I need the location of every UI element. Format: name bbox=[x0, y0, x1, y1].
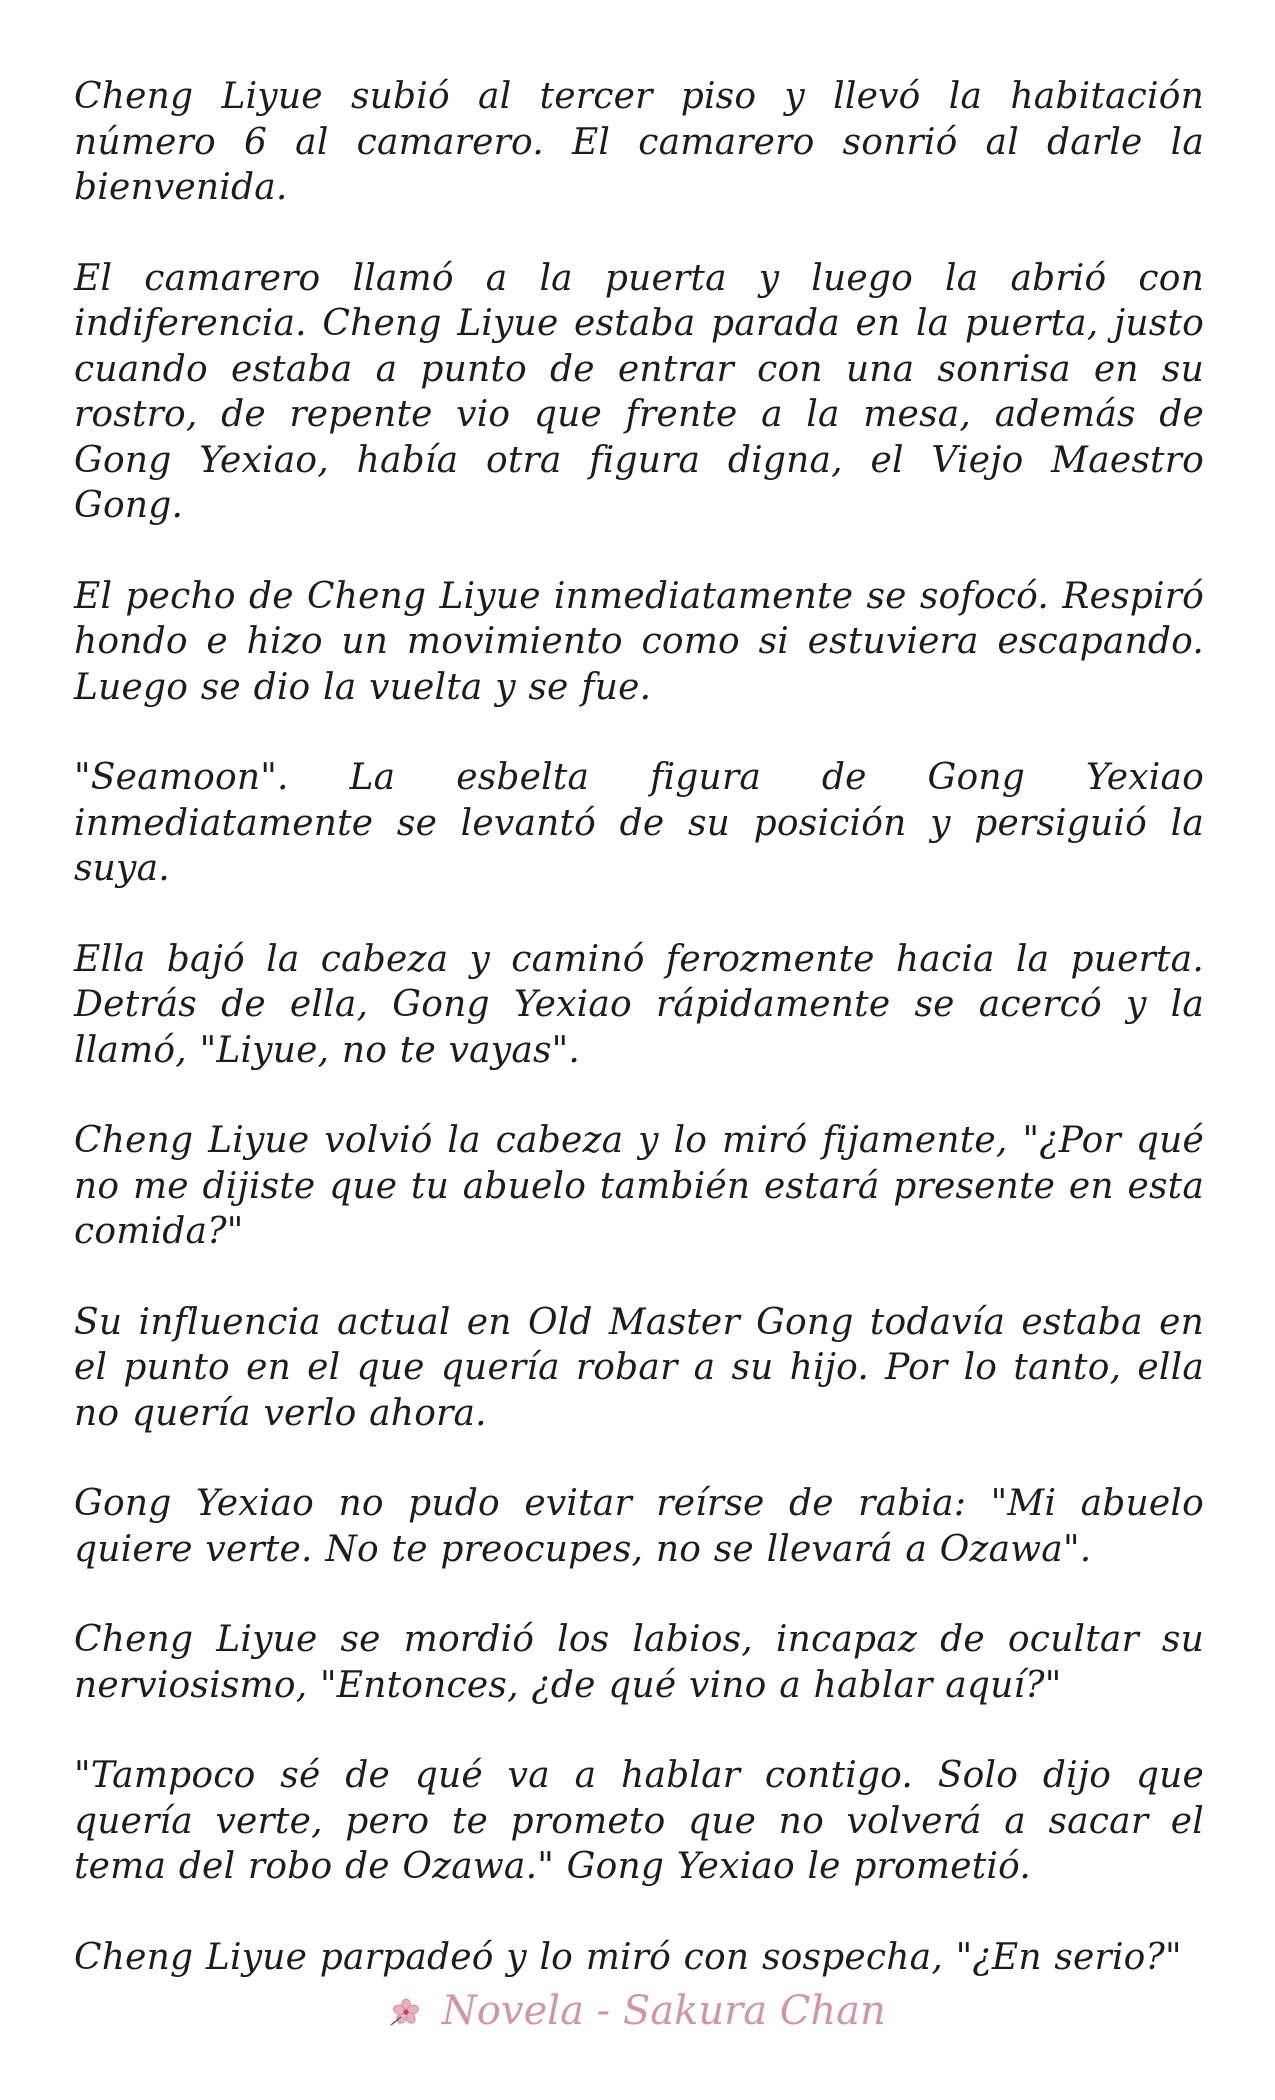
watermark-text: Novela - Sakura Chan bbox=[441, 1988, 886, 2034]
watermark bbox=[0, 1988, 1275, 2037]
paragraph-4: "Seamoon". La esbelta figura de Gong Yexiao inmediatamente se levantó de su posición y persiguió la suya. bbox=[74, 757, 1204, 889]
paragraph-6: Cheng Liyue volvió la cabeza y lo miró fijamente, "¿Por qué no me dijiste que tu abuelo también estará presente en esta comida?" bbox=[74, 1120, 1204, 1252]
paragraph-2: El camarero llamó a la puerta y luego la abrió con indiferencia. Cheng Liyue estaba parada en la puerta, justo cuando estaba a punto de entrar con una sonrisa en su rostro, de repente vio que frente a la mesa, además de Gong Yexiao, había otra figura digna, el Viejo Maestro Gong. bbox=[74, 257, 1204, 526]
paragraph-10: "Tampoco sé de qué va a hablar contigo. Solo dijo que quería verte, pero te prometo que no volverá a sacar el tema del robo de Ozawa." Gong Yexiao le prometió. bbox=[74, 1755, 1204, 1887]
paragraph-9: Cheng Liyue se mordió los labios, incapaz de ocultar su nerviosismo, "Entonces, ¿de qué vino a hablar aquí?" bbox=[74, 1619, 1204, 1706]
paragraph-8: Gong Yexiao no pudo evitar reírse de rabia: "Mi abuelo quiere verte. No te preocupes, no se llevará a Ozawa". bbox=[74, 1483, 1204, 1570]
paragraph-3: El pecho de Cheng Liyue inmediatamente se sofocó. Respiró hondo e hizo un movimiento como si estuviera escapando. Luego se dio la vuelta y se fue. bbox=[74, 575, 1204, 708]
paragraph-11: Cheng Liyue parpadeó y lo miró con sospecha, "¿En serio?" bbox=[74, 1936, 1182, 1978]
sakura-blossom-icon bbox=[389, 1991, 423, 2037]
paragraph-7: Su influencia actual en Old Master Gong todavía estaba en el punto en el que quería robar a su hijo. Por lo tanto, ella no quería verlo ahora. bbox=[74, 1301, 1204, 1434]
paragraph-1: Cheng Liyue subió al tercer piso y llevó la habitación número 6 al camarero. El camarero sonrió al darle la bienvenida. bbox=[74, 76, 1204, 208]
paragraph-5: Ella bajó la cabeza y caminó ferozmente hacia la puerta. Detrás de ella, Gong Yexiao rápidamente se acercó y la llamó, "Liyue, no te vayas". bbox=[74, 938, 1204, 1071]
chapter-text bbox=[74, 74, 1204, 1980]
